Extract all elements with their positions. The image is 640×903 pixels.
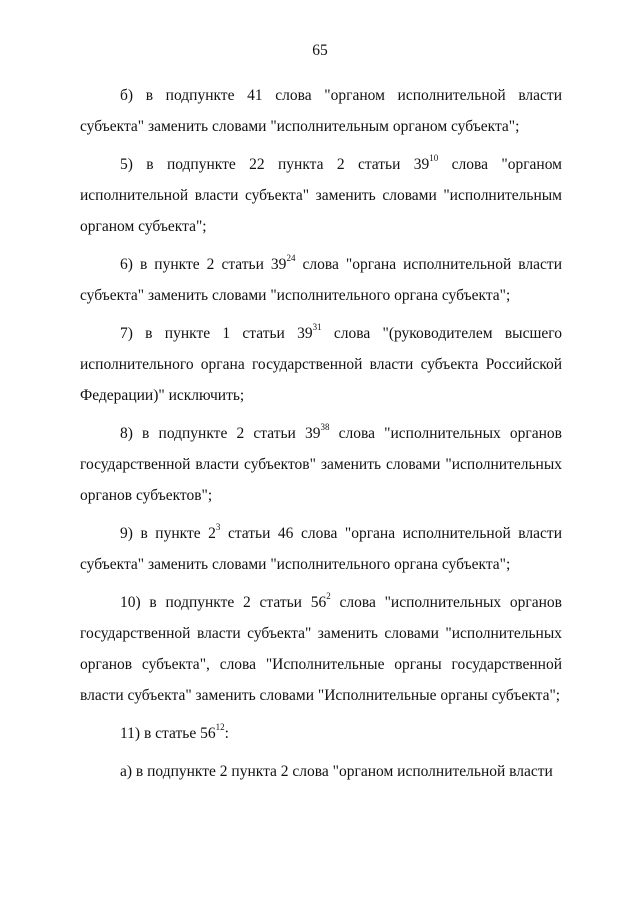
superscript: 10 [429, 152, 439, 163]
paragraph-a: а) в подпункте 2 пункта 2 слова "органом исполнительной власти [120, 763, 553, 780]
superscript: 3 [215, 521, 221, 532]
superscript: 31 [312, 321, 322, 332]
paragraph-8: 8) в подпункте 2 статьи $39^{38}$ слова "исполнительных органов государственной власти субъектов" заменить словами "исполнительных органов субъектов"; [80, 421, 562, 504]
document-body [80, 80, 562, 794]
paragraph-b-41: б) в подпункте 41 слова "органом исполнительной власти субъекта" заменить словами "исполнительным органом субъекта"; [80, 87, 562, 135]
superscript: 12 [215, 721, 225, 732]
superscript: 2 [326, 590, 331, 601]
paragraph-11: 11) в статье $56^{12}$: [120, 721, 229, 742]
paragraph-7: 7) в пункте 1 статьи $39^{31}$ слова "(руководителем высшего исполнительного органа государственной власти субъекта Российской Федерации)" исключить; [80, 321, 562, 404]
paragraph-9: 9) в пункте $2^3$ статьи 46 слова "органа исполнительной власти субъекта" заменить словами "исполнительного органа субъекта"; [80, 521, 562, 573]
superscript: 24 [286, 252, 296, 263]
page-number: 65 [312, 42, 328, 59]
superscript: 38 [320, 421, 330, 432]
paragraph-6: 6) в пункте 2 статьи $39^{24}$ слова "органа исполнительной власти субъекта" заменить словами "исполнительного органа субъекта"; [80, 252, 562, 304]
paragraph-10: 10) в подпункте 2 статьи $56^2$ слова "исполнительных органов государственной власти субъекта" заменить словами "исполнительных органов субъекта", слова "Исполнительные органы государственной власти субъекта" заменить словами "Исполнительные органы субъекта"; [80, 590, 562, 704]
paragraph-5: 5) в подпункте 22 пункта 2 статьи $39^{10}$ слова "органом исполнительной власти субъекта" заменить словами "исполнительным органом субъекта"; [80, 152, 562, 235]
